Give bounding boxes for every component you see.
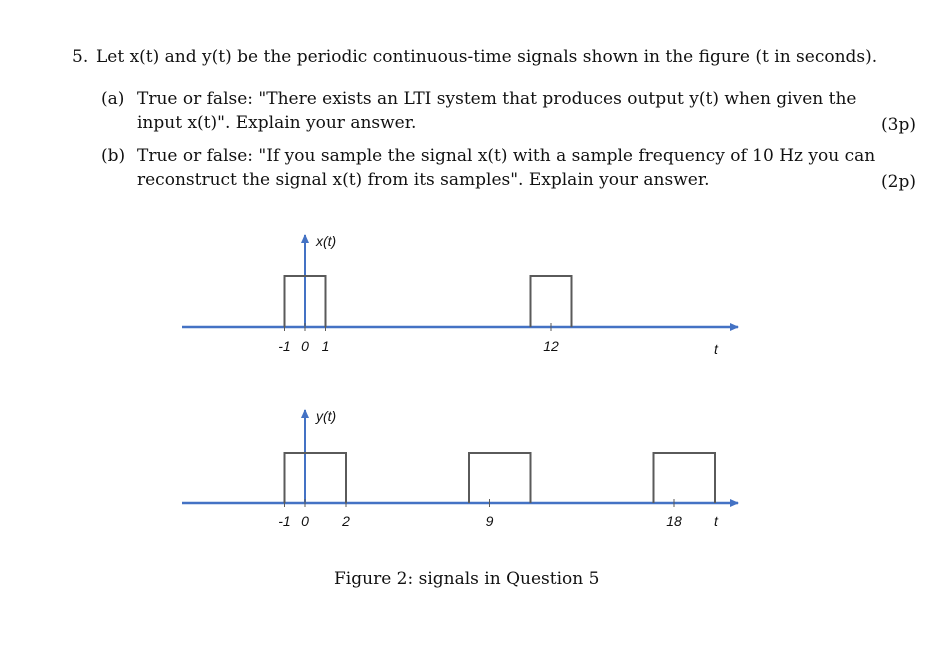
part-a-label: (a): [101, 89, 125, 109]
x-pulse-1: [531, 276, 572, 327]
x-xlabel: t: [714, 341, 718, 357]
x-ylabel: x(t): [316, 233, 337, 249]
question-prompt: Let x(t) and y(t) be the periodic continuous-time signals shown in the figure (t in seconds).: [96, 47, 878, 67]
y-pulse-2: [654, 453, 716, 503]
y-tick-label-4: 18: [666, 513, 682, 529]
y-tick-label-3: 9: [485, 513, 494, 529]
x-tick-label-2: 1: [321, 338, 330, 354]
question-number: 5.: [72, 47, 89, 67]
part-a-line2: input x(t)". Explain your answer.: [137, 113, 417, 133]
y-tick-label-0: -1: [278, 513, 291, 529]
part-b-label: (b): [101, 146, 126, 166]
figure-caption: Figure 2: signals in Question 5: [334, 569, 600, 589]
y-pulse-0: [285, 453, 347, 503]
y-ylabel: y(t): [316, 408, 337, 424]
part-a-line1: True or false: "There exists an LTI system that produces output y(t) when given the: [137, 89, 857, 109]
part-b-line1: True or false: "If you sample the signal x(t) with a sample frequency of 10 Hz you can: [137, 146, 876, 166]
y-xlabel: t: [714, 513, 718, 529]
y-tick-label-1: 0: [301, 513, 309, 529]
part-a-points: (3p): [881, 115, 916, 135]
x-tick-label-0: -1: [278, 338, 291, 354]
x-tick-label-3: 12: [543, 338, 559, 354]
y-tick-label-2: 2: [342, 513, 350, 529]
x-tick-label-1: 0: [301, 338, 309, 354]
part-b-points: (2p): [881, 172, 916, 192]
y-pulse-1: [469, 453, 531, 503]
part-b-line2: reconstruct the signal x(t) from its samples". Explain your answer.: [137, 170, 710, 190]
